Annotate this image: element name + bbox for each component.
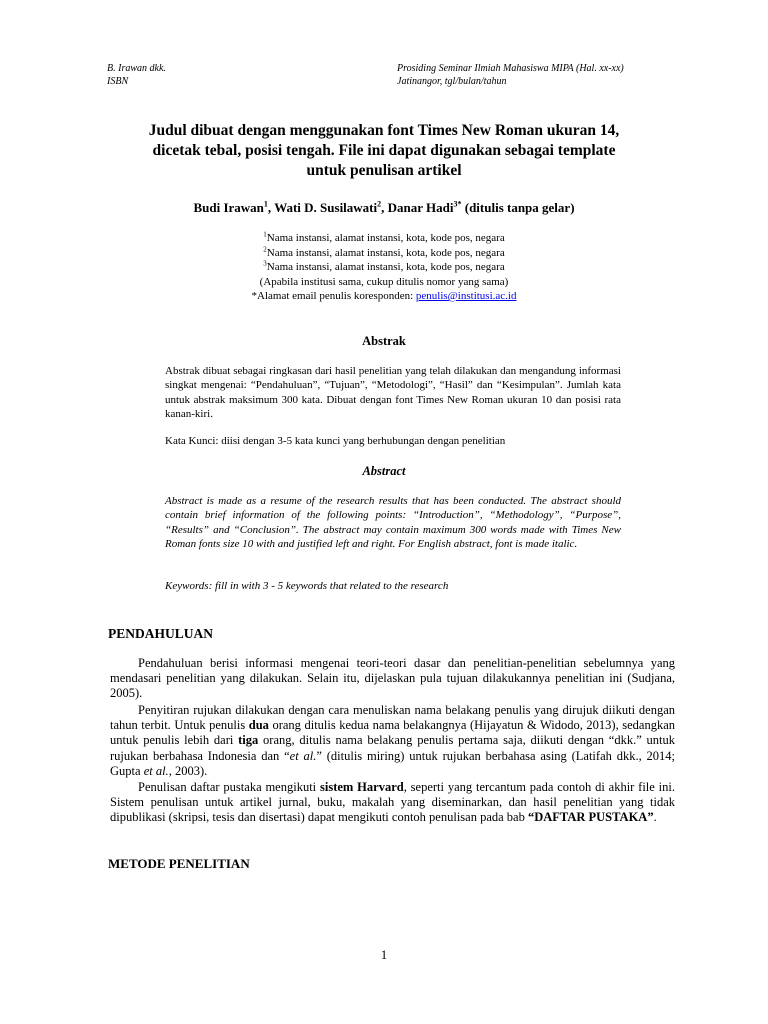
author-name: Wati D. Susilawati xyxy=(274,200,378,215)
abstract-text: Abstract is made as a resume of the research results that has been conducted. The abstract should contain brief information of the following points: “Introduction”, “Methodology”, “Purpose”, “Results” and “Conclusion”. The abstract may contain maximum 300 words made with Times New Roman fonts size 10 with and justified left and right. For English abstract, font is made italic. xyxy=(165,495,621,550)
abstrak-heading: Abstrak xyxy=(362,334,406,348)
title-line-1: Judul dibuat dengan menggunakan font Times New Roman ukuran 14, xyxy=(148,122,620,139)
paragraph: Pendahuluan berisi informasi mengenai teori-teori dasar dan penelitian-penelitian sebelumnya yang mendasari penelitian yang dilakukan. Selain itu, dijelaskan pula tujuan dilakukannya penelitian ini (Sudjana, 2005). xyxy=(110,656,675,701)
section-heading-pendahuluan: PENDAHULUAN xyxy=(108,626,214,641)
abstract-heading: Abstract xyxy=(362,464,406,478)
header-isbn: ISBN xyxy=(107,76,129,87)
keywords: Keywords: fill in with 3 - 5 keywords that related to the research xyxy=(165,580,449,592)
affiliation-line: $^2$Nama instansi, alamat instansi, kota, kode pos, negara xyxy=(263,244,505,259)
author-affiliation-mark: 3* xyxy=(453,199,462,209)
running-header-right xyxy=(397,62,624,88)
author-name: Budi Irawan xyxy=(193,200,264,215)
abstrak-text: Abstrak dibuat sebagai ringkasan dari hasil penelitian yang telah dilakukan dan mengandung informasi singkat mengenai: “Pendahuluan”, “Tujuan”, “Metodologi”, “Hasil” dan “Kesimpulan”. Jumlah kata untuk abstrak maksimum 300 kata. Dibuat dengan font Times New Roman ukuran 10 dan posisi rata kanan-kiri. xyxy=(165,365,621,420)
author-name: Danar Hadi xyxy=(387,200,454,215)
affiliations xyxy=(100,231,668,304)
author-separator: , xyxy=(381,200,388,215)
paragraph: Penulisan daftar pustaka mengikuti sistem Harvard, seperti yang tercantum pada contoh di akhir file ini. Sistem penulisan untuk artikel jurnal, buku, makalah yang diseminarkan, dan hasil penelitian yang tidak dipublikasi (skripsi, tesis dan disertasi) dapat mengikuti contoh penulisan pada bab “DAFTAR PUSTAKA”. xyxy=(110,780,675,825)
affiliation-line: $^3$Nama instansi, alamat instansi, kota, kode pos, negara xyxy=(263,259,505,273)
page-number: 1 xyxy=(380,948,388,962)
author-list xyxy=(100,199,668,217)
corresponding-email-line: *Alamat email penulis koresponden: penulis@institusi.ac.id xyxy=(251,290,517,302)
author-note: (ditulis tanpa gelar) xyxy=(461,200,575,215)
paragraph: Penyitiran rujukan dilakukan dengan cara menuliskan nama belakang penulis yang dirujuk diikuti dengan tahun terbit. Untuk penulis dua orang ditulis kedua nama belakangnya (Hijayatun & Widodo, 2013), sedangkan untuk penulis lebih dari tiga orang, ditulis nama belakang penulis pertama saja, diikuti dengan “dkk.” untuk rujukan berbahasa Indonesia dan “et al.” (ditulis miring) untuk rujukan berbahasa asing (Latifah dkk., 2014; Gupta et al., 2003). xyxy=(110,703,675,778)
title-line-2: dicetak tebal, posisi tengah. File ini dapat digunakan sebagai template xyxy=(152,142,616,159)
affiliation-mark: 1 xyxy=(263,230,267,239)
affiliation-mark: 2 xyxy=(263,244,267,253)
affiliation-line: $^1$Nama instansi, alamat instansi, kota, kode pos, negara xyxy=(263,230,505,244)
author-affiliation-mark: 2 xyxy=(377,199,382,209)
author-separator: , xyxy=(267,200,275,215)
title-line-3: untuk penulisan artikel xyxy=(306,162,462,179)
paper-title xyxy=(100,121,668,181)
section-heading-metode: METODE PENELITIAN xyxy=(108,856,250,871)
running-header-left xyxy=(107,62,166,88)
author-affiliation-mark: 1 xyxy=(263,199,268,209)
affiliation-note: (Apabila institusi sama, cukup ditulis nomor yang sama) xyxy=(259,275,509,288)
affiliation-mark: 3 xyxy=(263,259,267,268)
header-proceedings: Prosiding Seminar Ilmiah Mahasiswa MIPA (Hal. xx-xx) xyxy=(397,63,624,74)
kata-kunci: Kata Kunci: diisi dengan 3-5 kata kunci yang berhubungan dengan penelitian xyxy=(165,435,506,447)
header-place-date: Jatinangor, tgl/bulan/tahun xyxy=(397,76,507,87)
email-link[interactable]: penulis@institusi.ac.id xyxy=(415,290,517,302)
header-author: B. Irawan dkk. xyxy=(107,63,166,74)
